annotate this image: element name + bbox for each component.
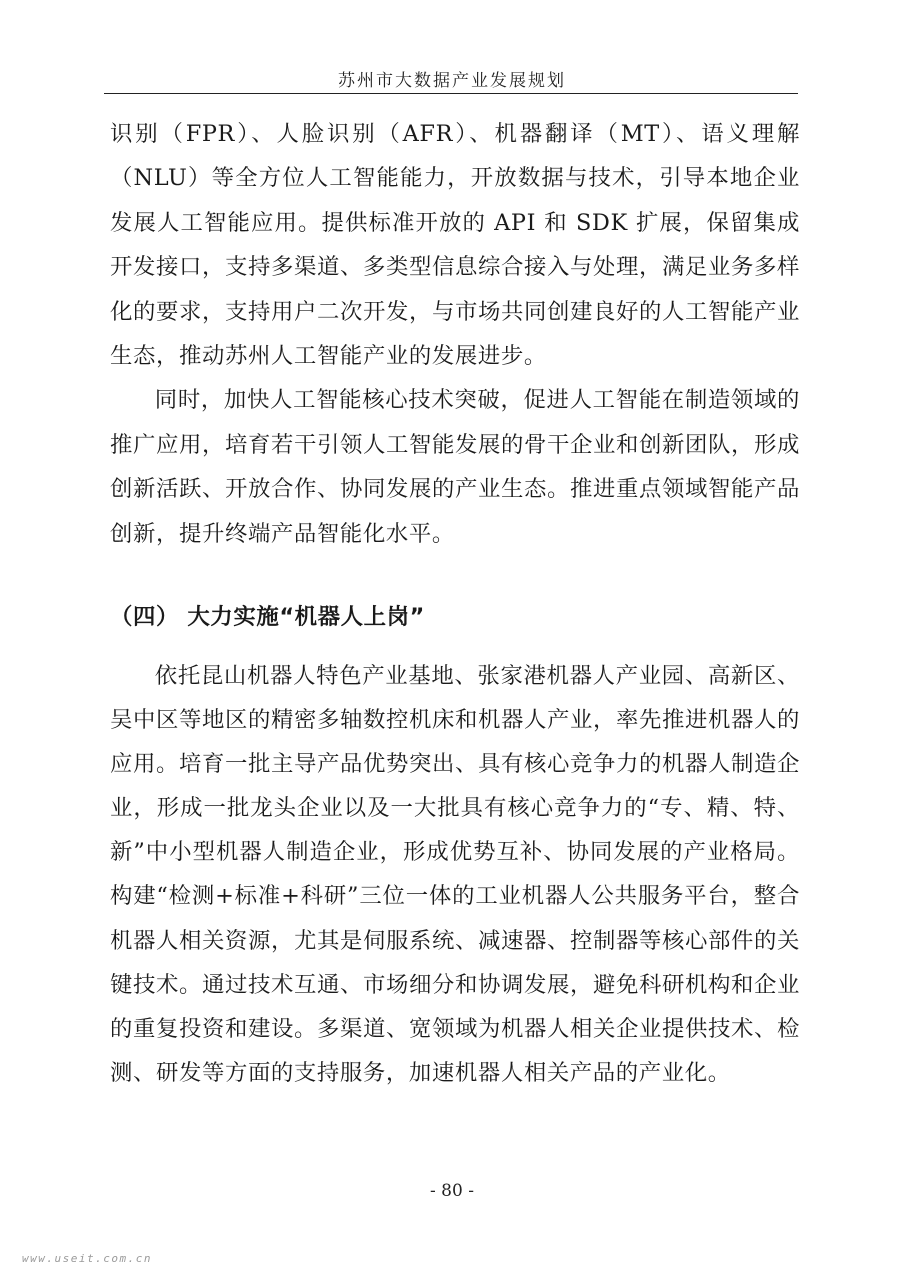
section-body-text bbox=[110, 654, 800, 1095]
header-divider bbox=[104, 93, 798, 94]
section-heading: （四） 大力实施“机器人上岗” bbox=[110, 604, 425, 630]
page-number: - 80 - bbox=[430, 1181, 474, 1201]
paragraph: 同时，加快人工智能核心技术突破，促进人工智能在制造领域的推广应用，培育若干引领人工智能发展的骨干企业和创新团队，形成创新活跃、开放合作、协同发展的产业生态。推进重点领域智能产品创新，提升终端产品智能化水平。 bbox=[110, 387, 800, 547]
body-text-block bbox=[110, 112, 800, 556]
paragraph-continuation: 识别（FPR）、人脸识别（AFR）、机器翻译（MT）、语义理解（NLU）等全方位人工智能能力，开放数据与技术，引导本地企业发展人工智能应用。提供标准开放的 API 和 SDK 扩展，保留集成开发接口，支持多渠道、多类型信息综合接入与处理，满足业务多样化的要求，支持用户二次开发，与市场共同创建良好的人工智能产业生态，推动苏州人工智能产业的发展进步。 bbox=[110, 121, 800, 370]
paragraph: 依托昆山机器人特色产业基地、张家港机器人产业园、高新区、吴中区等地区的精密多轴数控机床和机器人产业，率先推进机器人的应用。培育一批主导产品优势突出、具有核心竞争力的机器人制造企业，形成一批龙头企业以及一大批具有核心竞争力的“专、精、特、新”中小型机器人制造企业，形成优势互补、协同发展的产业格局。构建“检测+标准+科研”三位一体的工业机器人公共服务平台，整合机器人相关资源，尤其是伺服系统、减速器、控制器等核心部件的关键技术。通过技术互通、市场细分和协调发展，避免科研机构和企业的重复投资和建设。多渠道、宽领域为机器人相关企业提供技术、检测、研发等方面的支持服务，加速机器人相关产品的产业化。 bbox=[110, 663, 800, 1086]
watermark: www.useit.com.cn bbox=[22, 1252, 152, 1265]
page-header-title: 苏州市大数据产业发展规划 bbox=[338, 71, 566, 91]
